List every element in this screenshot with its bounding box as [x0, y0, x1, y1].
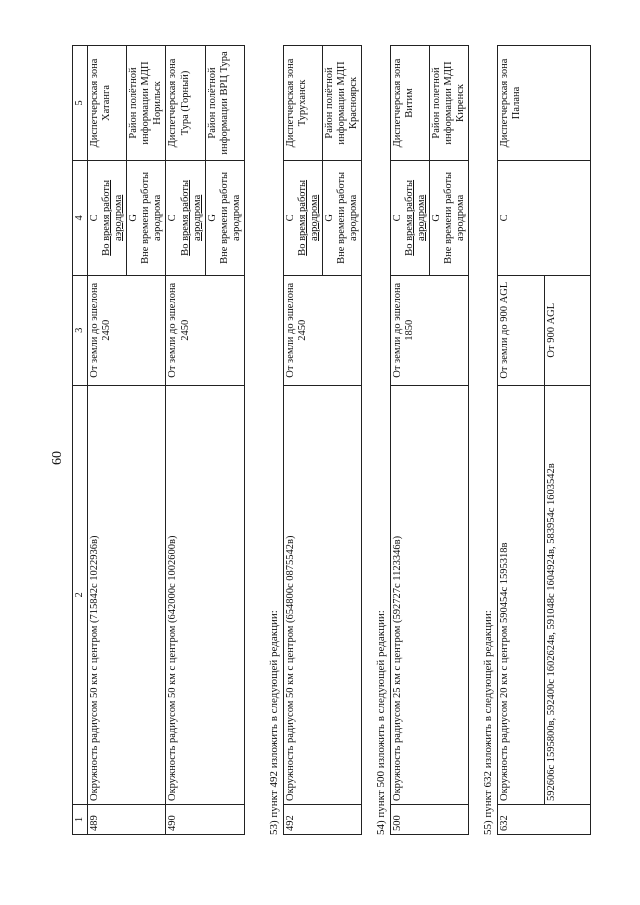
row-altitude: От земли до эшелона 2450: [284, 275, 362, 385]
airspace-table-3: [390, 45, 469, 835]
amendment-note-53: 53) пункт 492 изложить в следующей редакции:: [268, 610, 280, 835]
row-class-mode: С Во время работы аэродрома: [166, 160, 205, 275]
header-col-1: 1: [73, 805, 88, 835]
row-boundary: Окружность радиусом 50 км с центром (715842с 1022936в): [88, 385, 166, 804]
row-number: 490: [166, 805, 244, 835]
row-class-mode: С Во время работы аэродрома: [284, 160, 323, 275]
row-number: 500: [391, 805, 469, 835]
row-unit: Район полётной информации ВРЦ Тура: [205, 46, 244, 161]
row-altitude: От земли до эшелона 2450: [166, 275, 244, 385]
row-altitude: От земли до эшелона 2450: [88, 275, 166, 385]
row-class-mode: С Во время работы аэродрома: [391, 160, 430, 275]
row-unit: Район полётной информации МДП Норильск: [127, 46, 166, 161]
airspace-table-2: [283, 45, 362, 835]
row-class-mode: G Вне времени работы аэродрома: [127, 160, 166, 275]
row-unit: Район полётной информации МДП Красноярск: [323, 46, 362, 161]
row-altitude: От земли до эшелона 1850: [391, 275, 469, 385]
row-boundary: Окружность радиусом 20 км с центром 590454с 1595318в: [498, 385, 545, 804]
table-row: [391, 46, 430, 835]
row-unit: Диспетчерская зона Туруханск: [284, 46, 323, 161]
row-class-mode: G Вне времени работы аэродрома: [323, 160, 362, 275]
header-col-2: 2: [73, 385, 88, 804]
row-class-mode: G Вне времени работы аэродрома: [205, 160, 244, 275]
row-number: 632: [498, 805, 591, 835]
row-boundary: Окружность радиусом 25 км с центром (592727с 1123346в): [391, 385, 469, 804]
airspace-table-4: [497, 45, 591, 835]
page-number: 60: [50, 451, 65, 465]
row-altitude: От земли до 900 AGL: [498, 275, 545, 385]
table-header-row: [73, 46, 88, 835]
amendment-note-54: 54) пункт 500 изложить в следующей редакции:: [375, 610, 387, 835]
row-unit: Диспетчерская зона Хатанга: [88, 46, 127, 161]
row-boundary: Окружность радиусом 50 км с центром (654800с 0875542в): [284, 385, 362, 804]
row-unit: Диспетчерская зона Тура (Горный): [166, 46, 205, 161]
table-row: [166, 46, 205, 835]
header-col-3: 3: [73, 275, 88, 385]
table-row: [284, 46, 323, 835]
row-unit: Район полетной информации МДП Киренск: [430, 46, 469, 161]
row-class-mode: G Вне времени работы аэродрома: [430, 160, 469, 275]
amendment-note-55: 55) пункт 632 изложить в следующей редакции:: [482, 610, 494, 835]
row-boundary: Окружность радиусом 50 км с центром (642000с 1002600в): [166, 385, 244, 804]
airspace-table-1: [72, 45, 245, 835]
row-class-mode: С: [498, 160, 591, 275]
row-class-mode: С Во время работы аэродрома: [88, 160, 127, 275]
header-col-5: 5: [73, 46, 88, 161]
row-number: 489: [88, 805, 166, 835]
table-row: [498, 46, 545, 835]
row-number: 492: [284, 805, 362, 835]
row-unit: Диспетчерская зона Палана: [498, 46, 591, 161]
row-boundary-points: 592606с 1595800в, 592400с 1602624в, 591048с 1604924в, 583954с 1603542в: [544, 385, 591, 804]
header-col-4: 4: [73, 160, 88, 275]
row-altitude-upper: От 900 AGL: [544, 275, 591, 385]
row-unit: Диспетчерская зона Витим: [391, 46, 430, 161]
table-row: [88, 46, 127, 835]
